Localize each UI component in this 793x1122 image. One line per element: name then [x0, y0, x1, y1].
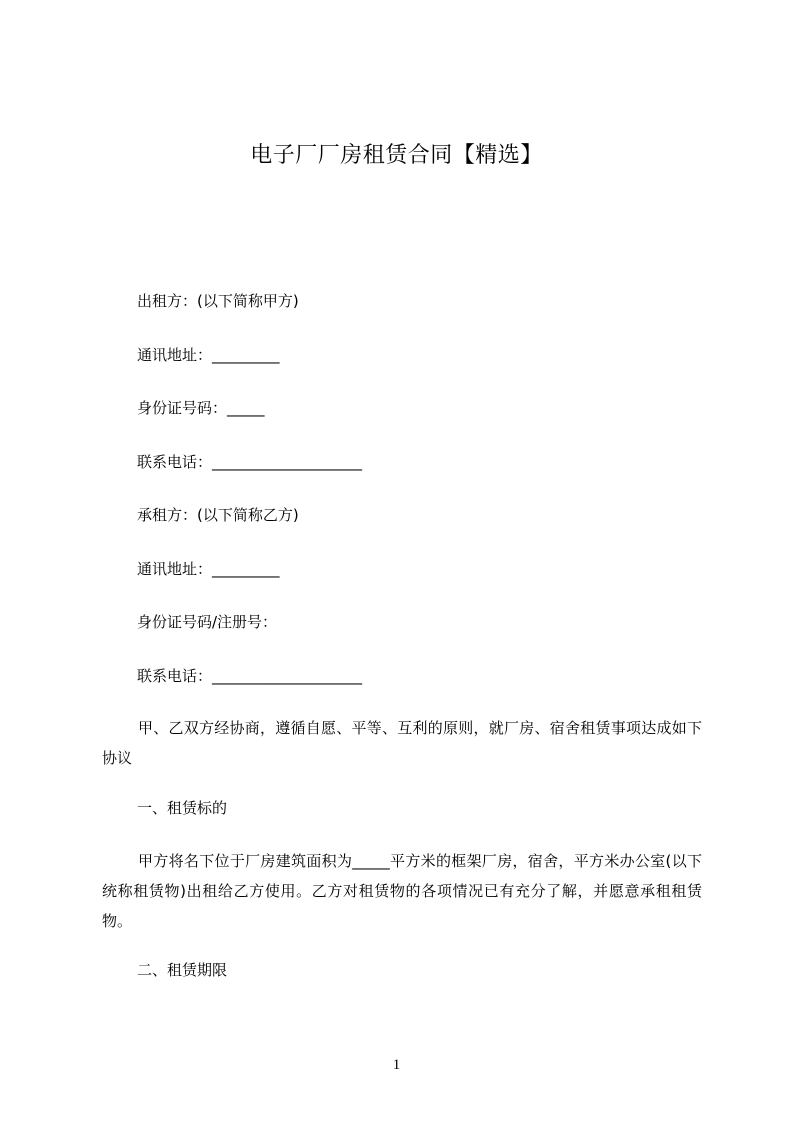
page-number: 1	[392, 1057, 401, 1073]
intro-paragraph: 甲、乙双方经协商，遵循自愿、平等、互利的原则，就厂房、宿舍租赁事项达成如下协议	[102, 719, 702, 767]
section-1-heading: 一、租赁标的	[137, 799, 228, 817]
lessee-address: 通讯地址：_________	[137, 560, 280, 578]
lessor-phone: 联系电话：____________________	[137, 453, 363, 471]
lessor-label: 出租方：(以下简称甲方)	[137, 292, 299, 310]
lessee-phone: 联系电话：____________________	[137, 667, 363, 685]
lessee-id-number: 身份证号码/注册号：	[137, 613, 278, 631]
lessor-id-number: 身份证号码：_____	[137, 399, 265, 417]
lessor-address: 通讯地址：_________	[137, 346, 280, 364]
lessee-label: 承租方：(以下简称乙方)	[137, 506, 299, 524]
section-2-heading: 二、租赁期限	[137, 961, 228, 979]
section-1-body: 甲方将名下位于厂房建筑面积为_____平方米的框架厂房，宿舍，平方米办公室(以下统称租赁物)出租给乙方使用。乙方对租赁物的各项情况已有充分了解，并愿意承租租赁物。	[102, 852, 702, 930]
document-title: 电子厂厂房租赁合同【精选】	[250, 143, 543, 168]
